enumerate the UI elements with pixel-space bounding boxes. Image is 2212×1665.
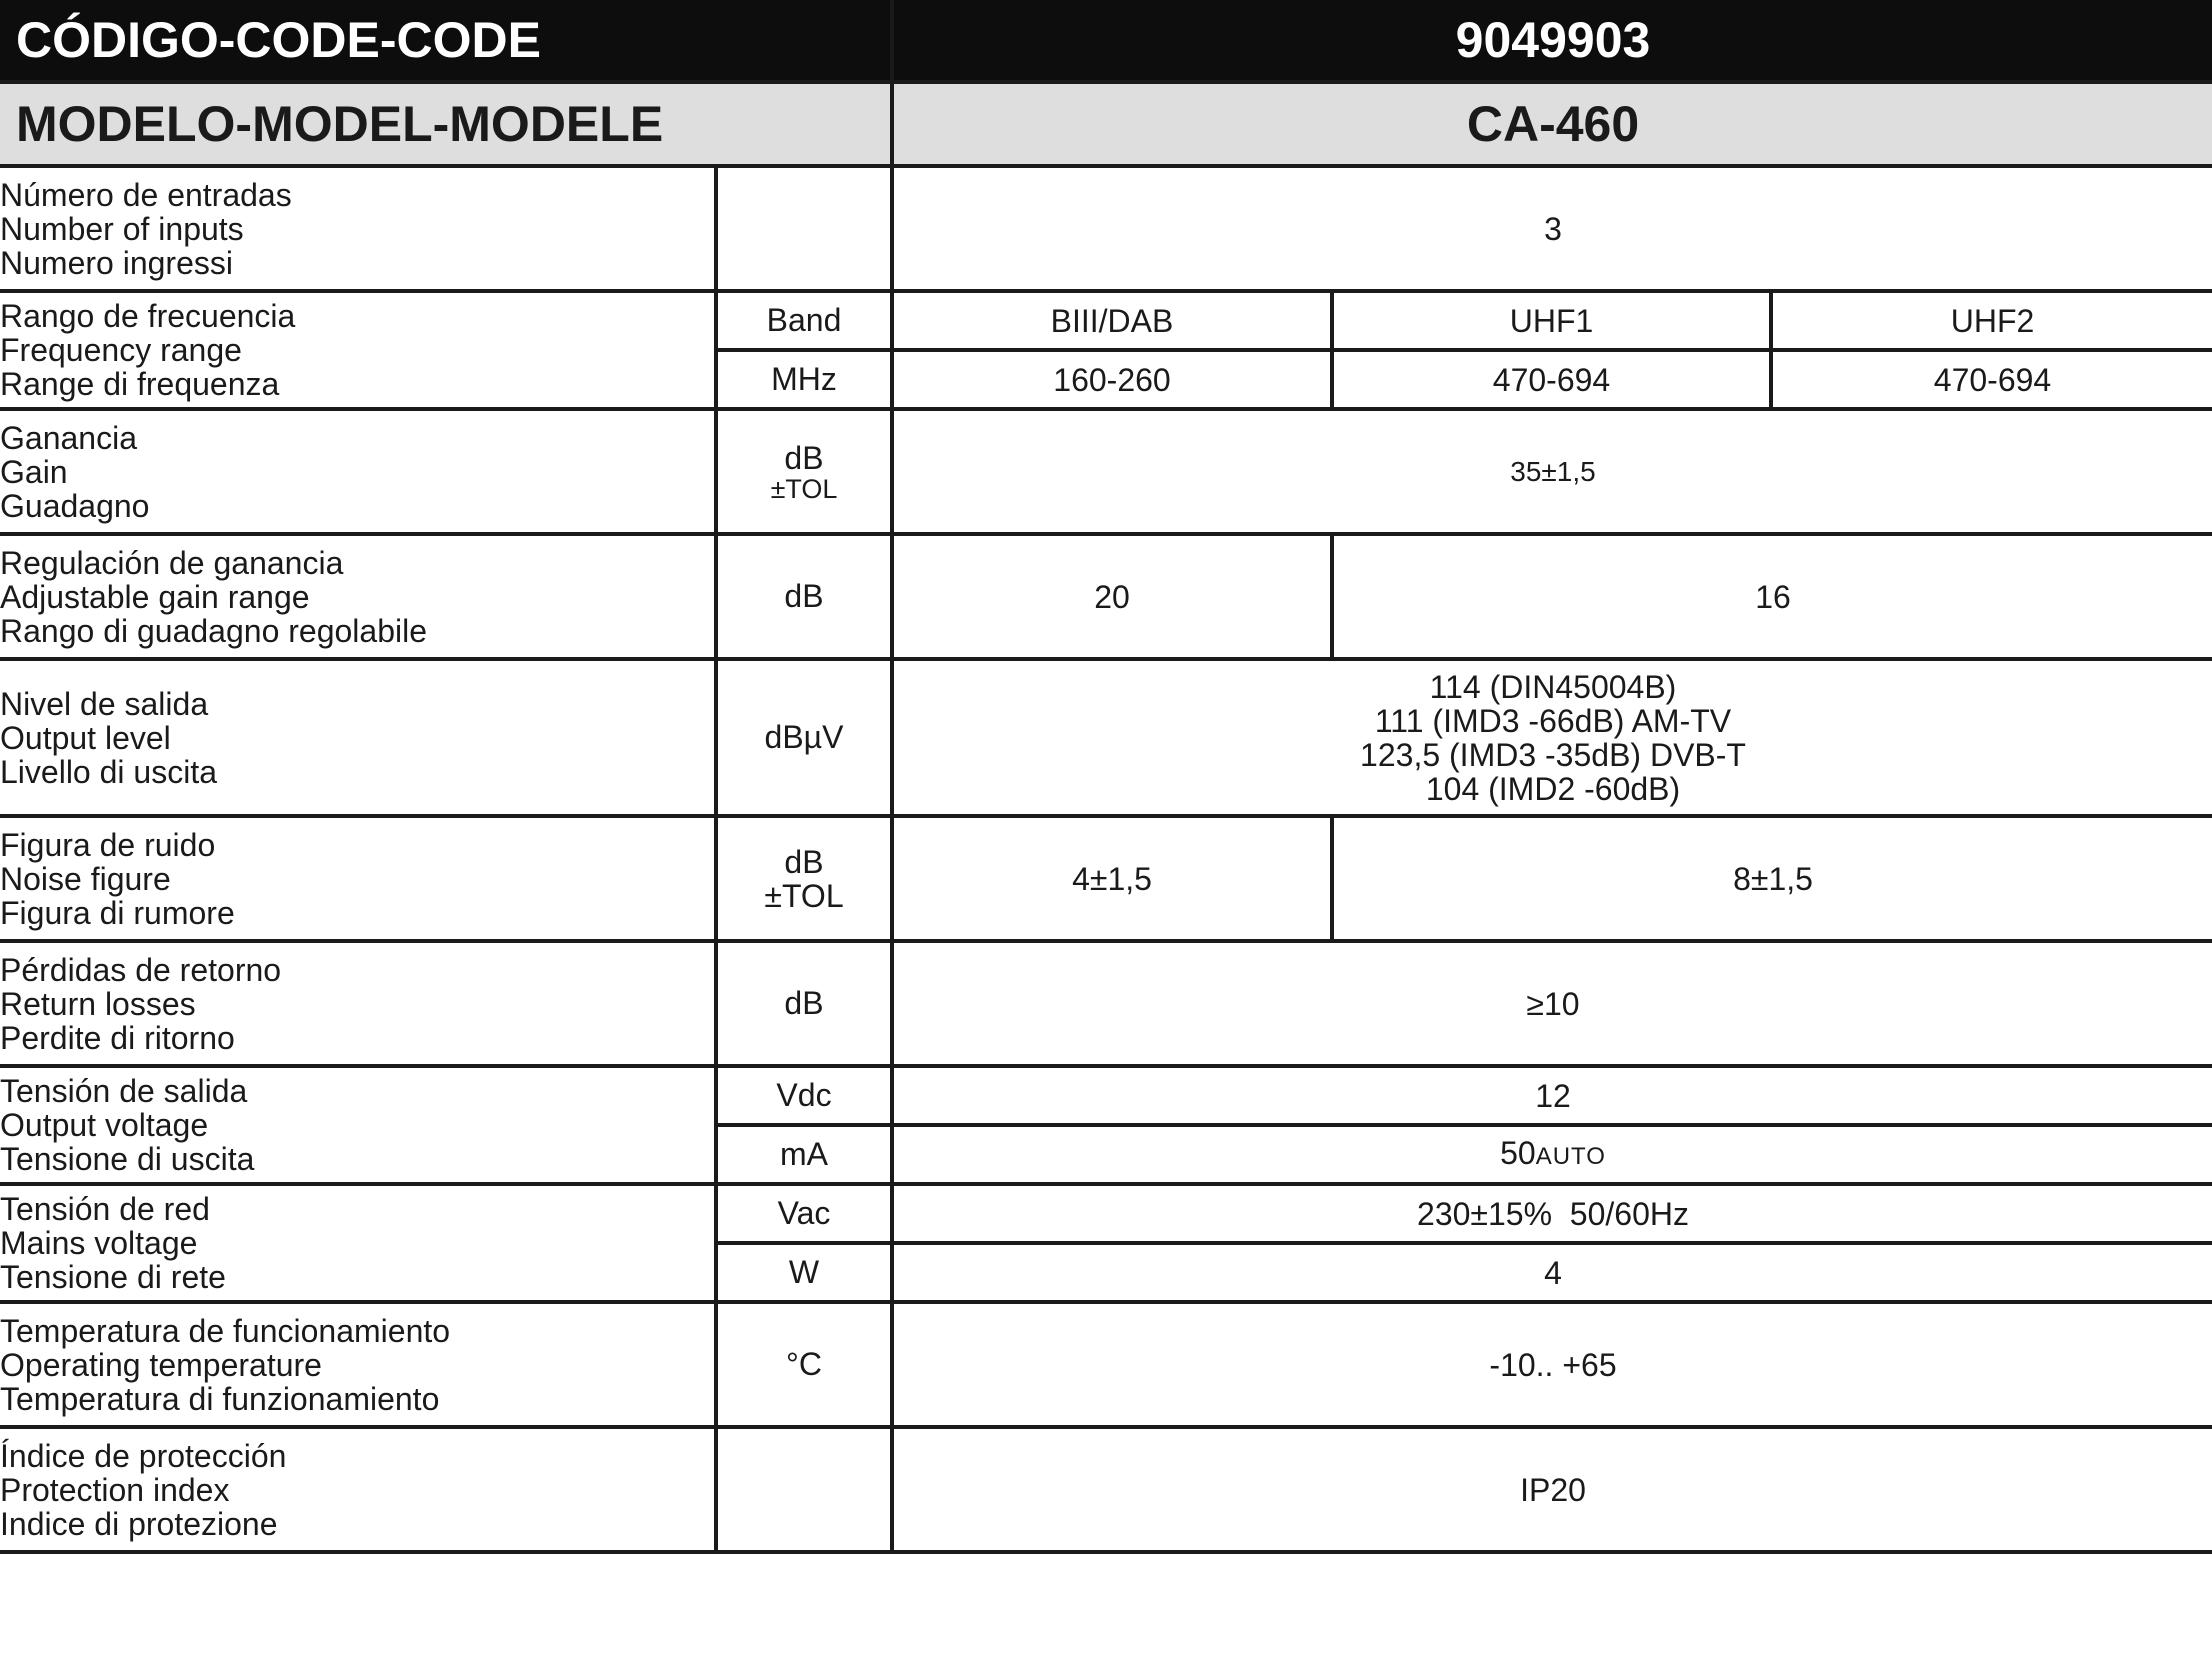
ma-value — [892, 1125, 2212, 1184]
unit-main: dB — [784, 439, 824, 476]
param-en: Noise figure — [0, 860, 171, 897]
param-en: Mains voltage — [0, 1225, 198, 1261]
ma-unit: mA — [716, 1125, 892, 1184]
temp-param — [0, 1302, 716, 1427]
return-row — [0, 941, 2212, 1066]
model-label: MODELO-MODEL-MODELE — [0, 82, 892, 166]
range-biii: 160-260 — [892, 350, 1332, 409]
temp-value: -10.. +65 — [892, 1302, 2212, 1427]
ma-number: 50 — [1500, 1134, 1536, 1171]
param-it: Tensione di uscita — [0, 1141, 255, 1177]
output-line: 111 (IMD3 -66dB) AM-TV — [1374, 702, 1732, 739]
band-uhf1: UHF1 — [1332, 291, 1771, 350]
param-it: Perdite di ritorno — [0, 1019, 235, 1056]
param-it: Temperatura di funzionamiento — [0, 1380, 440, 1417]
param-en: Protection index — [0, 1471, 230, 1508]
code-value: 9049903 — [892, 0, 2212, 82]
param-en: Frequency range — [0, 332, 242, 368]
freq-band-row — [0, 291, 2212, 350]
param-es: Índice de protección — [0, 1437, 287, 1474]
range-uhf1: 470-694 — [1332, 350, 1771, 409]
param-it: Tensione di rete — [0, 1259, 226, 1295]
param-it: Guadagno — [0, 487, 150, 524]
w-unit: W — [716, 1243, 892, 1302]
protection-unit — [716, 1427, 892, 1552]
w-value: 4 — [892, 1243, 2212, 1302]
noise-row — [0, 816, 2212, 941]
param-es: Tensión de red — [0, 1191, 210, 1227]
param-it: Livello di uscita — [0, 753, 217, 790]
param-it: Numero ingressi — [0, 244, 233, 281]
param-es: Ganancia — [0, 419, 137, 456]
vdc-value: 12 — [892, 1066, 2212, 1125]
param-en: Gain — [0, 453, 68, 490]
code-label: CÓDIGO-CODE-CODE — [0, 0, 892, 82]
noise-biii: 4±1,5 — [892, 816, 1332, 941]
return-value: ≥10 — [892, 941, 2212, 1066]
output-line: 104 (IMD2 -60dB) — [1425, 770, 1681, 807]
param-en: Number of inputs — [0, 210, 244, 247]
band-biii: BIII/DAB — [892, 291, 1332, 350]
gain-adj-unit: dB — [716, 534, 892, 659]
param-it: Rango di guadagno regolabile — [0, 612, 428, 649]
param-es: Tensión de salida — [0, 1073, 248, 1109]
gain-adj-biii: 20 — [892, 534, 1332, 659]
gain-adj-uhf: 16 — [1332, 534, 2212, 659]
param-it: Range di frequenza — [0, 366, 280, 402]
out-voltage-param — [0, 1066, 716, 1184]
output-unit: dBµV — [716, 659, 892, 816]
param-es: Rango de frecuencia — [0, 298, 296, 334]
param-it: Indice di protezione — [0, 1505, 278, 1542]
gain-adj-row — [0, 534, 2212, 659]
protection-param — [0, 1427, 716, 1552]
vdc-unit: Vdc — [716, 1066, 892, 1125]
gain-param — [0, 409, 716, 534]
output-line: 123,5 (IMD3 -35dB) DVB-T — [1360, 736, 1746, 773]
param-en: Return losses — [0, 985, 196, 1022]
band-unit: Band — [716, 291, 892, 350]
out-voltage-row — [0, 1066, 2212, 1125]
noise-uhf: 8±1,5 — [1332, 816, 2212, 941]
gain-row — [0, 409, 2212, 534]
unit-main: dB — [784, 843, 824, 880]
mains-voltage-row — [0, 1184, 2212, 1243]
inputs-unit — [716, 166, 892, 291]
noise-param — [0, 816, 716, 941]
param-en: Operating temperature — [0, 1346, 322, 1383]
code-row — [0, 0, 2212, 82]
freq-param — [0, 291, 716, 409]
inputs-row — [0, 166, 2212, 291]
output-line: 114 (DIN45004B) — [1429, 668, 1677, 705]
mhz-unit: MHz — [716, 350, 892, 409]
model-row — [0, 82, 2212, 166]
protection-row — [0, 1427, 2212, 1552]
inputs-value: 3 — [892, 166, 2212, 291]
output-value — [892, 659, 2212, 816]
param-es: Número de entradas — [0, 176, 292, 213]
gain-adj-param — [0, 534, 716, 659]
unit-tol: ±TOL — [770, 473, 838, 504]
noise-unit — [716, 816, 892, 941]
output-row — [0, 659, 2212, 816]
model-value: CA-460 — [892, 82, 2212, 166]
vac-unit: Vac — [716, 1184, 892, 1243]
inputs-param — [0, 166, 716, 291]
unit-tol: ±TOL — [764, 877, 844, 914]
param-es: Regulación de ganancia — [0, 544, 344, 581]
return-param — [0, 941, 716, 1066]
vac-value: 230±15% 50/60Hz — [892, 1184, 2212, 1243]
param-en: Adjustable gain range — [0, 578, 310, 615]
gain-unit — [716, 409, 892, 534]
band-uhf2: UHF2 — [1771, 291, 2212, 350]
param-es: Pérdidas de retorno — [0, 951, 282, 988]
param-es: Temperatura de funcionamiento — [0, 1312, 451, 1349]
gain-value: 35±1,5 — [892, 409, 2212, 534]
output-param — [0, 659, 716, 816]
param-es: Nivel de salida — [0, 685, 209, 722]
param-en: Output voltage — [0, 1107, 209, 1143]
param-it: Figura di rumore — [0, 894, 235, 931]
param-en: Output level — [0, 719, 171, 756]
ma-suffix: AUTO — [1535, 1142, 1606, 1170]
param-es: Figura de ruido — [0, 826, 216, 863]
temp-unit: °C — [716, 1302, 892, 1427]
temp-row — [0, 1302, 2212, 1427]
protection-value: IP20 — [892, 1427, 2212, 1552]
mains-param — [0, 1184, 716, 1302]
return-unit: dB — [716, 941, 892, 1066]
range-uhf2: 470-694 — [1771, 350, 2212, 409]
